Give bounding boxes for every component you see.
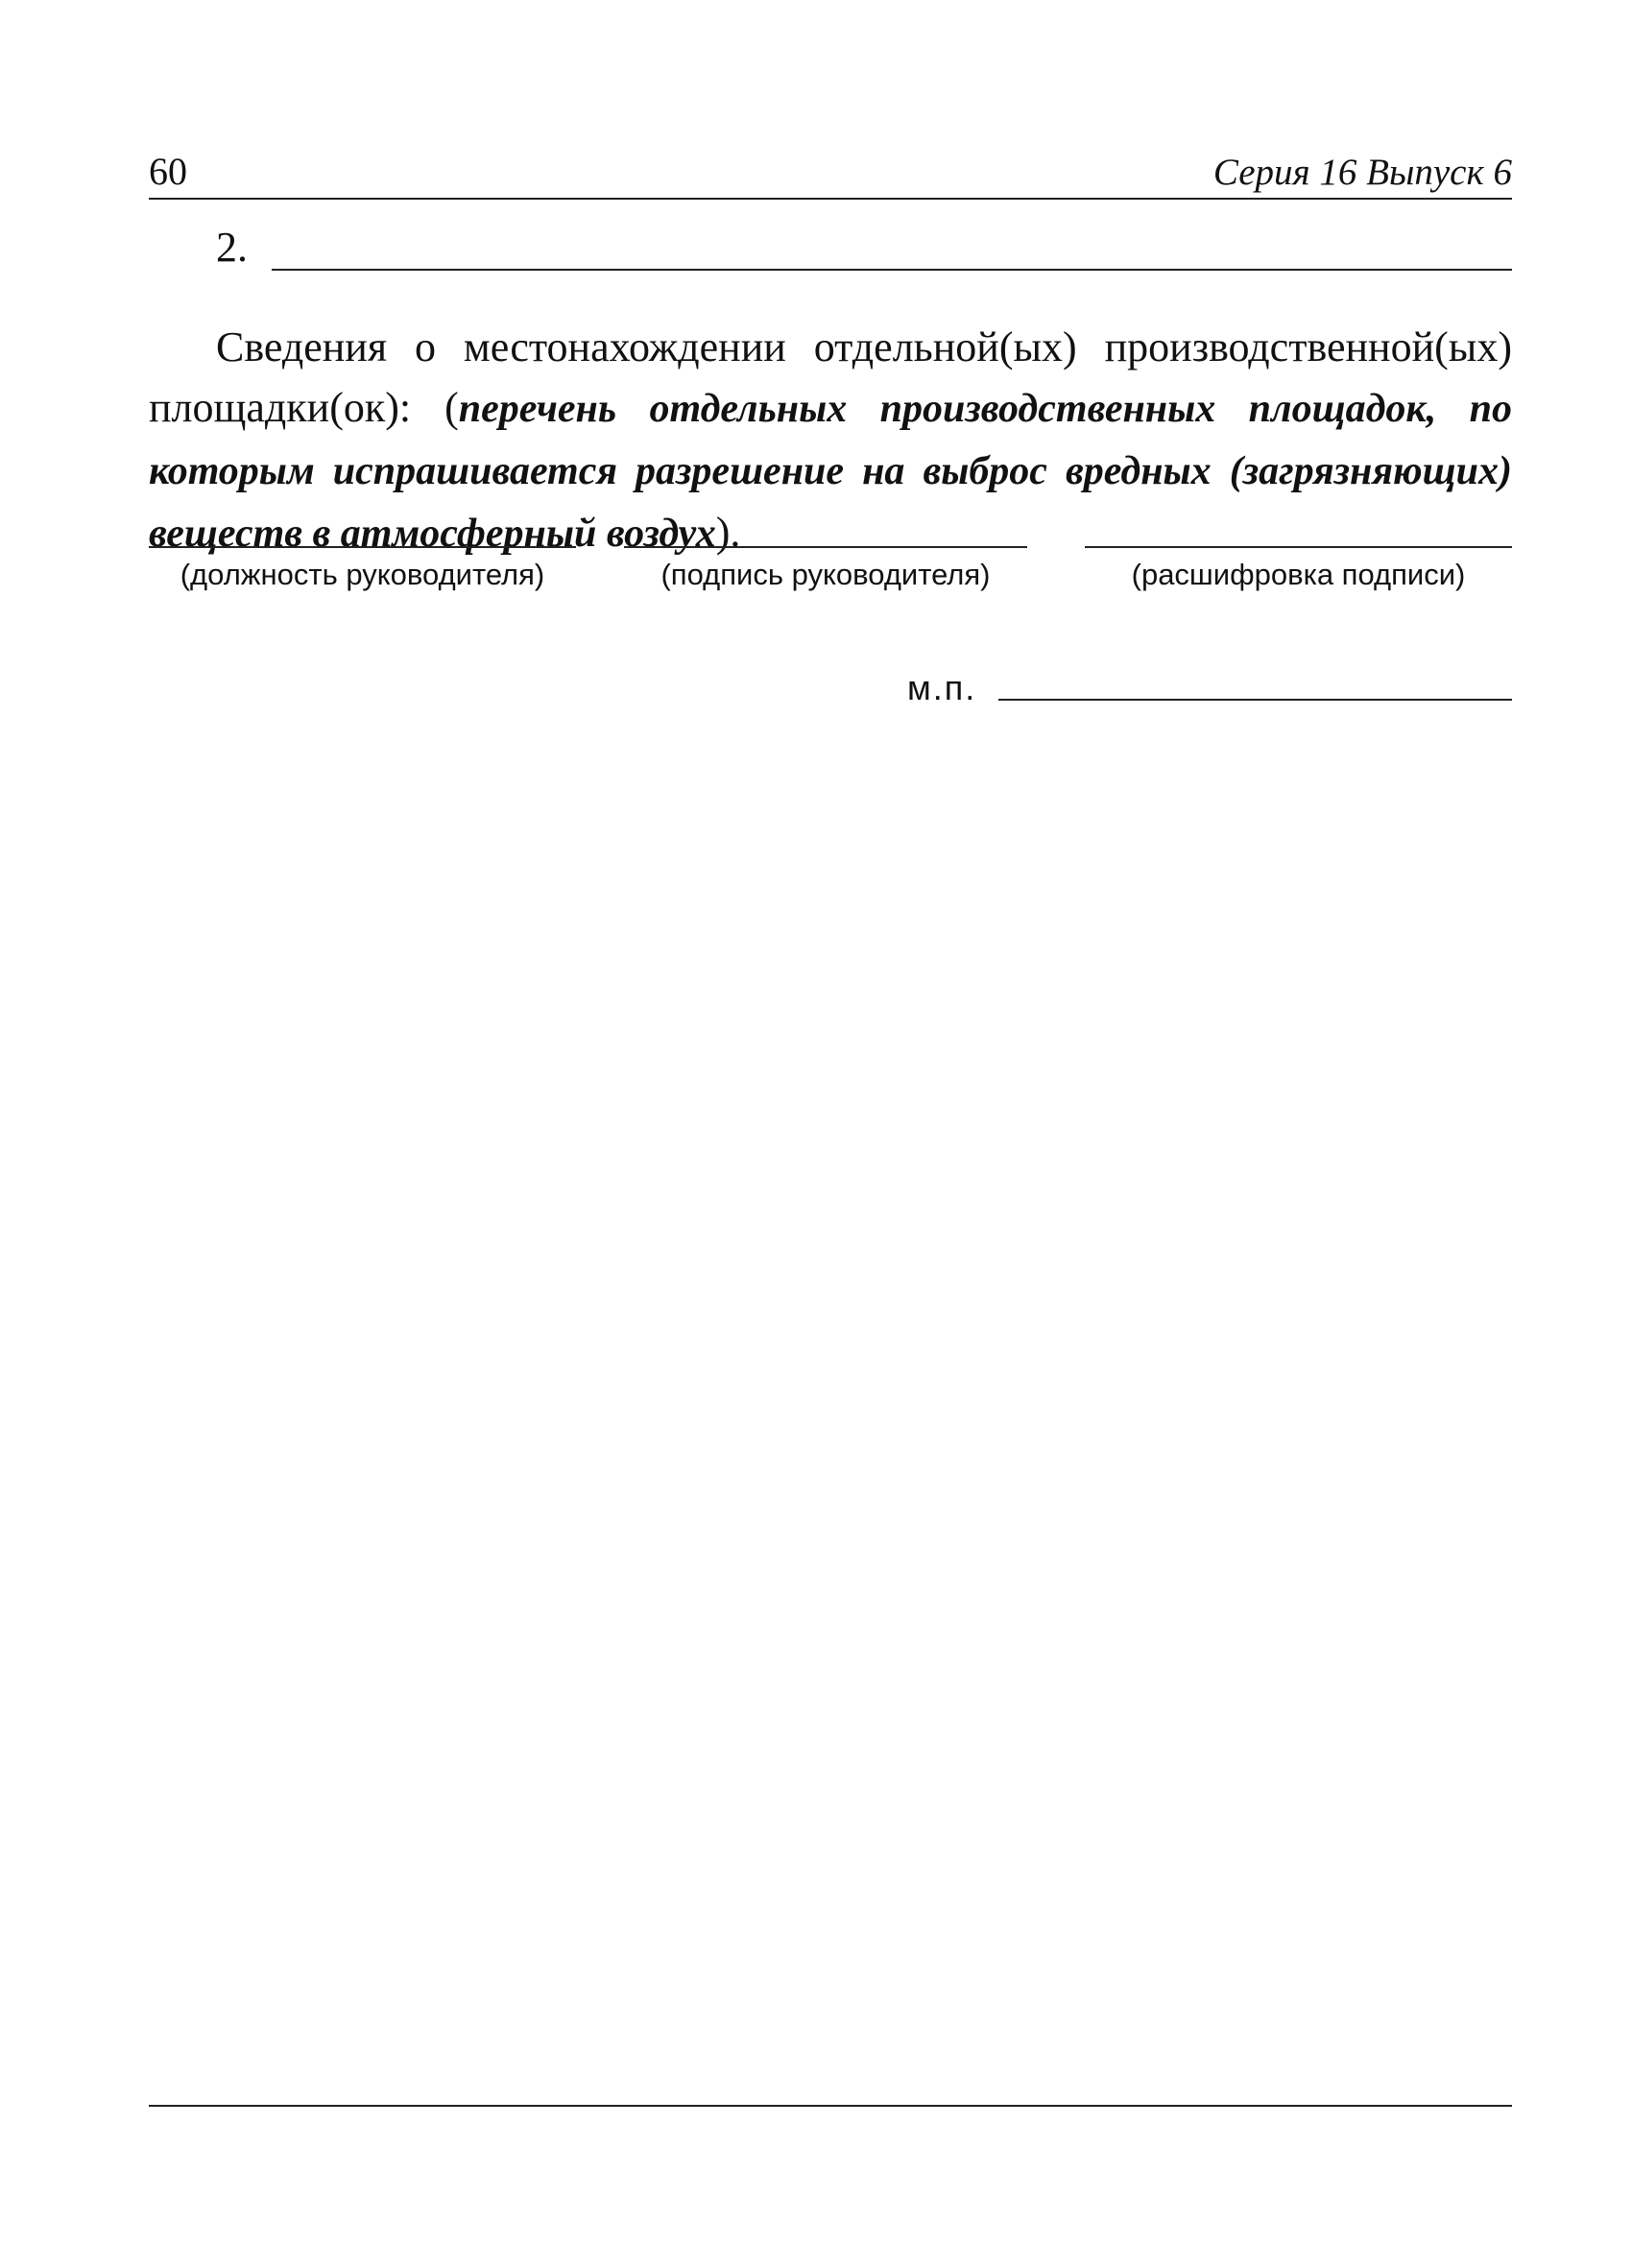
stamp-label: м.п. bbox=[907, 668, 977, 707]
item-blank-line bbox=[272, 269, 1512, 271]
position-caption: (должность руководителя) bbox=[180, 558, 545, 591]
running-title: Серия 16 Выпуск 6 bbox=[1212, 152, 1512, 193]
paragraph-text-end: ). bbox=[715, 509, 741, 556]
stamp-blank-line bbox=[998, 699, 1512, 701]
signature-line bbox=[624, 546, 1027, 548]
item-2-line bbox=[216, 223, 1512, 271]
paragraph-text-italic: перечень отдельных производственных площадок, по которым испрашивается разрешение на выброс вредных (загрязняющих) веществ в атмосферный воздух bbox=[149, 387, 1512, 556]
footer-rule bbox=[149, 2105, 1512, 2107]
item-number: 2. bbox=[216, 224, 248, 271]
signature-block-position bbox=[149, 546, 576, 604]
location-info-paragraph bbox=[149, 317, 1512, 564]
decoding-caption: (расшифровка подписи) bbox=[1131, 558, 1466, 591]
page-number: 60 bbox=[149, 150, 187, 193]
stamp-row bbox=[907, 668, 1512, 706]
signature-block-signature bbox=[624, 546, 1027, 604]
page-header bbox=[149, 142, 1512, 200]
signature-line bbox=[149, 546, 576, 548]
signature-line bbox=[1085, 546, 1512, 548]
signature-block-decoding bbox=[1085, 546, 1512, 604]
signature-caption: (подпись руководителя) bbox=[660, 558, 991, 591]
paragraph-text-regular: Сведения о местонахождении отдельной(ых) производственной(ых) площадки(ок): ( bbox=[149, 323, 1512, 431]
